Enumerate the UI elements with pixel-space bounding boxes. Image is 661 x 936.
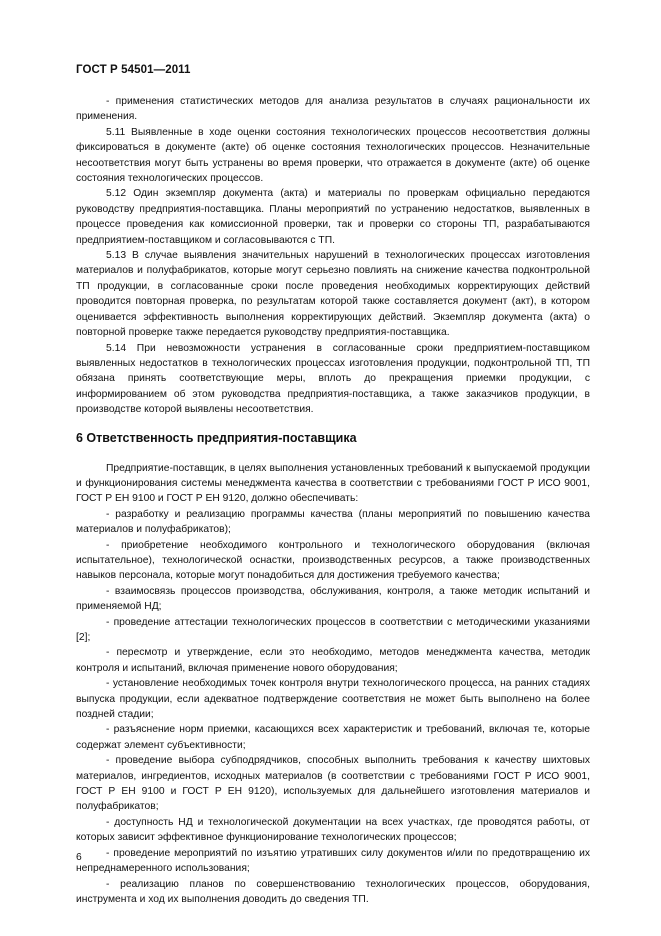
list-item-equipment-acquisition: - приобретение необходимого контрольного и технологического оборудования (включая испытательное), технологической оснастки, производственных ресурсов, а также производственных навыков персонала, которые могут понадобиться для достижения требуемого качества; [76, 539, 590, 582]
page-header-standard-code: ГОСТ Р 54501—2011 [76, 64, 191, 76]
list-item-process-certification: - проведение аттестации технологических процессов в соответствии с методическими указаниями [2]; [76, 616, 590, 643]
page-body [76, 94, 590, 907]
list-item-obsolete-documents: - проведение мероприятий по изъятию утративших силу документов и/или по предотвращению их непреднамеренного использования; [76, 847, 590, 875]
paragraph-5-14: 5.14 При невозможности устранения в согласованные сроки предприятием-поставщиком выявленных недостатков в технологических процессах изготовления продукции, подконтрольной ТП, ТП обязана принять соответствующие меры, вплоть до прекращения приемки продукции, с информированием об этом руководства предприятия-поставщика, а также заказчиков продукции, в производстве которой выявлены несоответствия. [76, 342, 590, 416]
paragraph-5-13: 5.13 В случае выявления значительных нарушений в технологических процессах изготовления материалов и полуфабрикатов, которые могут серьезно повлиять на снижение качества подконтрольной ТП продукции, в согласованные сроки после проведения необходимых корректирующих действий проводится повторная проверка, по результатам которой также составляется документ (акт), в котором оценивается эффективность выполнения корректирующих действий. Экземпляр документа (акта) о повторной проверке также передается руководству предприятия-поставщика. [76, 250, 590, 339]
list-item-quality-program: - разработку и реализацию программы качества (планы мероприятий по повышению качества материалов и полуфабрикатов); [76, 508, 590, 536]
section-6-heading: 6 Ответственность предприятия-поставщика [76, 430, 357, 445]
paragraph-statistical-methods: - применения статистических методов для анализа результатов в случаях рациональности их применения. [76, 96, 590, 123]
page-number: 6 [76, 852, 82, 863]
list-item-control-points: - установление необходимых точек контроля внутри технологического процесса, на ранних стадиях выпуска продукции, если адекватное подтверждение соответствия не может быть выполнено на более поздней стадии; [76, 678, 590, 721]
list-item-acceptance-norms: - разъяснение норм приемки, касающихся всех характеристик и требований, включая те, которые содержат элемент субъективности; [76, 724, 590, 751]
section-6-intro: Предприятие-поставщик, в целях выполнения установленных требований к выпускаемой продукции и функционирования системы менеджмента качества в соответствии с требованиями ГОСТ Р ИСО 9001, ГОСТ Р ЕН 9100 и ГОСТ Р ЕН 9120, должно обеспечивать: [76, 462, 590, 505]
paragraph-5-11: 5.11 Выявленные в ходе оценки состояния технологических процессов несоответствия должны фиксироваться в документе (акте) об оценке состояния технологических процессов. Незначительные несоответствия могут быть устранены во время проверки, что отражается в документе (акте) об оценке состояния технологических процессов. [76, 126, 590, 185]
list-item-subcontractor-selection: - проведение выбора субподрядчиков, способных выполнить требования к качеству шихтовых материалов, ингредиентов, исходных материалов (в соответствии с требованиями ГОСТ Р ИСО 9001, ГОСТ Р ЕН 9100 и ГОСТ Р ЕН 9120), используемых для дальнейшего изготовления материалов и полуфабрикатов; [76, 755, 590, 813]
list-item-improvement-plans: - реализацию планов по совершенствованию технологических процессов, оборудования, инструмента и ход их выполнения доводить до сведения ТП. [76, 878, 590, 905]
paragraph-5-12: 5.12 Один экземпляр документа (акта) и материалы по проверкам официально передаются руководству предприятия-поставщика. Планы мероприятий по устранению недостатков, выявленных в процессе проведения как комиссионной проверки, так и проверки со стороны ТП, разрабатываются предприятием-поставщиком и согласовываются с ТП. [76, 188, 590, 246]
list-item-process-interrelation: - взаимосвязь процессов производства, обслуживания, контроля, а также методик испытаний и применяемой НД; [76, 585, 590, 613]
list-item-methods-review: - пересмотр и утверждение, если это необходимо, методов менеджмента качества, методик контроля и испытаний, включая применение нового оборудования; [76, 647, 590, 674]
list-item-documentation-availability: - доступность НД и технологической документации на всех участках, где проводятся работы, от которых зависит эффективное функционирование технологических процессов; [76, 816, 590, 844]
